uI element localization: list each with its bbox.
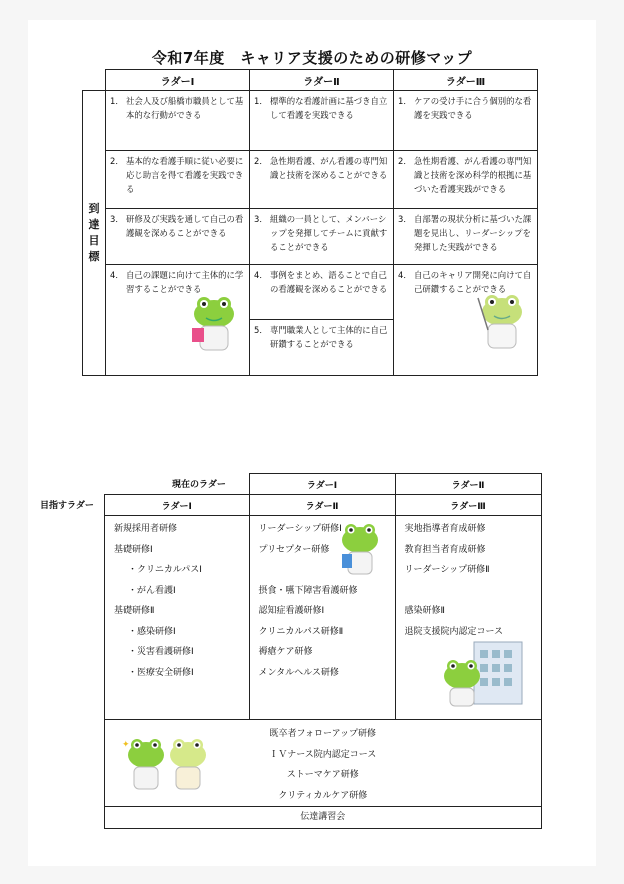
svg-text:✦: ✦: [122, 740, 130, 750]
target-ladder-label: 目指すラダー: [40, 501, 94, 511]
list-item: 基礎研修Ⅰ: [114, 544, 153, 555]
ladder1-trainings: [105, 516, 250, 720]
list-item: リーダーシップ研修Ⅰ: [258, 524, 342, 534]
target-ladder-3: ラダーⅢ: [395, 495, 541, 516]
list-item: ・医療安全研修Ⅰ: [128, 667, 194, 678]
target-ladder-2: ラダーⅡ: [249, 495, 395, 516]
goals-table: [82, 69, 538, 376]
list-item: ・がん看護Ⅰ: [128, 585, 176, 596]
list-item: 摂食・嚥下障害看護研修: [258, 585, 358, 596]
list-item: ストーマケア研修: [286, 770, 359, 780]
page-title: 令和7年度 キャリア支援のための研修マップ: [151, 49, 473, 67]
list-item: ・感染研修Ⅰ: [128, 626, 176, 637]
list-item: 感染研修Ⅱ: [404, 606, 445, 616]
goal-cell: 3． 組織の一員として、メンバーシップを発揮してチームに貢献することができる: [250, 209, 394, 265]
goal-cell: 4． 事例をまとめ、語ることで自己の看護観を深めることができる: [250, 265, 394, 320]
list-item: ＩＶナース院内認定コース: [269, 749, 377, 760]
list-item: メンタルヘルス研修: [258, 667, 339, 678]
list-item: ・災害看護研修Ⅰ: [128, 647, 194, 657]
list-item: リーダーシップ研修Ⅱ: [404, 565, 490, 575]
list-item: 褥瘡ケア研修: [258, 647, 313, 657]
goals-side-label: 到 達 目 標: [83, 91, 106, 376]
goal-header-3: ラダーⅢ: [394, 70, 538, 91]
frog-clipboard-icon: [336, 520, 384, 578]
list-item: ・クリニカルパスⅠ: [128, 565, 202, 575]
list-item: 教育担当者育成研修: [404, 544, 486, 555]
list-item: プリセプター研修: [258, 544, 330, 555]
list-item: 既卒者フォローアップ研修: [269, 729, 376, 739]
frog-pair-icon: [120, 735, 216, 793]
goal-cell: 1． ケアの受け手に合う個別的な看護を実践できる: [394, 91, 538, 151]
goal-cell: 4． 自己のキャリア開発に向けて自己研鑽することができる: [394, 265, 538, 376]
list-item: クリニカルパス研修Ⅱ: [258, 626, 344, 637]
list-item: 退院支援院内認定コース: [404, 626, 504, 637]
current-ladder-1: ラダーⅠ: [249, 474, 395, 495]
current-ladder-2: ラダーⅡ: [395, 474, 541, 495]
list-item: 新規採用者研修: [114, 524, 178, 534]
goal-cell: 3． 研修及び実践を通して自己の看護観を深めることができる: [106, 209, 250, 265]
goal-cell: 2． 基本的な看護手順に従い必要に応じ助言を得て看護を実践できる: [106, 151, 250, 209]
goal-cell: 2． 急性期看護、がん看護の専門知識と技術を深めることができる: [250, 151, 394, 209]
list-item: クリティカルケア研修: [278, 790, 368, 801]
goal-cell: 1． 社会人及び船橋市職員として基本的な行動ができる: [106, 91, 250, 151]
transfer-lecture: 伝達講習会: [105, 807, 542, 829]
current-ladder-label: 現在のラダー: [172, 480, 226, 490]
goal-header-2: ラダーⅡ: [250, 70, 394, 91]
list-item: 基礎研修Ⅱ: [114, 606, 155, 616]
goal-cell: 2． 急性期看護、がん看護の専門知識と技術を深め科学的根拠に基づいた看護実践ができる: [394, 151, 538, 209]
list-item: 認知症看護研修Ⅰ: [258, 606, 325, 616]
hospital-frog-icon: [440, 636, 526, 708]
goal-cell: 3． 自部署の現状分析に基づいた課題を見出し、リーダーシップを発揮した実践ができる: [394, 209, 538, 265]
frog-nurse-icon: [186, 292, 242, 356]
goal-header-1: ラダーⅠ: [106, 70, 250, 91]
goal-cell: 4． 自己の課題に向けて主体的に学習することができる: [106, 265, 250, 376]
frog-pointer-icon: [474, 290, 530, 354]
list-item: [405, 581, 541, 602]
target-ladder-1: ラダーⅠ: [105, 495, 250, 516]
list-item: 実地指導者育成研修: [404, 524, 486, 534]
goal-cell: 5． 専門職業人として主体的に自己研鑽することができる: [250, 320, 394, 376]
goal-cell: 1． 標準的な看護計画に基づき自立して看護を実践できる: [250, 91, 394, 151]
